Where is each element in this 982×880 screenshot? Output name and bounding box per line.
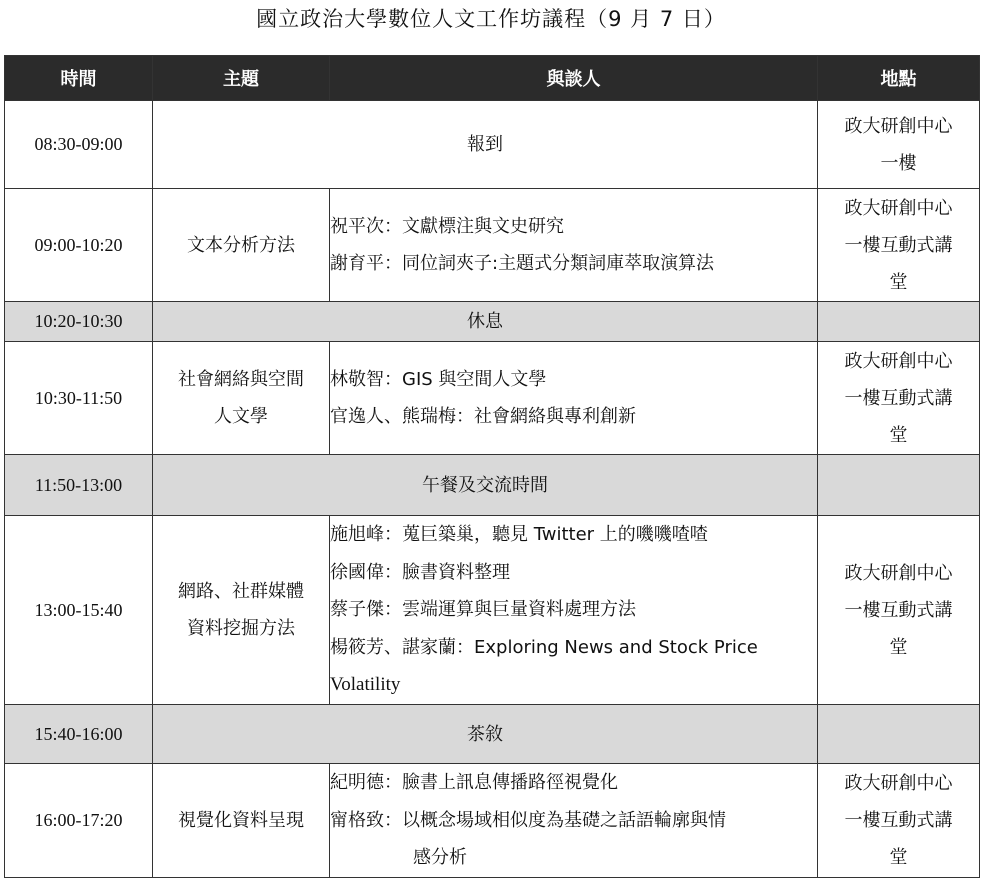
location-cell [818,705,980,764]
time-cell: 09:00-10:20 [5,189,153,302]
table-row [5,455,980,516]
merged-cell: 休息 [153,302,818,342]
topic-line: 人文學 [214,406,268,427]
speaker-line: 施旭峰：蒐巨築巢，聽見 Twitter 上的嘰嘰喳喳 [330,524,708,546]
speaker-line: 紀明德：臉書上訊息傳播路徑視覺化 [330,772,618,794]
speaker-line: 徐國偉：臉書資料整理 [330,561,510,583]
table-row [5,764,980,878]
table-row [5,189,980,302]
topic-line: 資料挖掘方法 [187,618,295,639]
time-cell: 13:00-15:40 [5,516,153,705]
location-line: 政大研創中心 [844,773,953,794]
topic-line: 文本分析方法 [187,234,295,256]
time-cell: 15:40-16:00 [5,705,153,764]
speaker-line: 蔡子傑：雲端運算與巨量資料處理方法 [330,599,636,621]
location-line: 政大研創中心 [844,115,953,137]
table-row [5,342,980,455]
time-cell: 16:00-17:20 [5,764,153,878]
location-line: 一樓互動式講 [844,387,953,409]
header-speakers: 與談人 [330,56,818,101]
table-row [5,705,980,764]
location-line: 一樓互動式講 [844,810,953,831]
speaker-line: 林敬智：GIS 與空間人文學 [330,368,547,390]
location-line: 政大研創中心 [844,197,953,219]
location-line: 一樓互動式講 [844,234,953,256]
speakers-cell [330,189,818,302]
time-cell: 10:30-11:50 [5,342,153,455]
topic-cell [153,516,330,705]
location-cell [818,302,980,342]
location-cell [818,516,980,705]
topic-line: 社會網絡與空間 [178,369,304,390]
location-cell [818,101,980,189]
topic-cell [153,764,330,878]
agenda-table [4,55,980,878]
speakers-cell [330,764,818,878]
location-line: 一樓 [880,152,917,174]
time-cell: 11:50-13:00 [5,455,153,516]
location-line: 堂 [889,636,908,658]
speaker-line: 官逸人、熊瑞梅：社會網絡與專利創新 [330,406,636,427]
merged-cell: 午餐及交流時間 [153,455,818,516]
table-row [5,101,980,189]
topic-line: 網路、社群媒體 [178,581,304,602]
location-line: 堂 [889,271,908,293]
speaker-line: 祝平次：文獻標注與文史研究 [330,215,564,237]
location-line: 一樓互動式講 [844,599,953,621]
time-cell: 08:30-09:00 [5,101,153,189]
speakers-cell [330,516,818,705]
location-cell [818,189,980,302]
topic-cell [153,342,330,455]
speaker-line: 楊筱芳、諶家蘭：Exploring News and Stock Price [330,636,758,658]
header-row [5,56,980,101]
merged-cell: 報到 [153,101,818,189]
speaker-line: 甯格致：以概念場域相似度為基礎之話語輪廓與情 [330,809,726,831]
header-location: 地點 [818,56,980,101]
topic-cell [153,189,330,302]
time-cell: 10:20-10:30 [5,302,153,342]
speakers-cell [330,342,818,455]
location-cell [818,764,980,878]
merged-cell: 茶敘 [153,705,818,764]
table-row [5,302,980,342]
speaker-line: Volatility [330,674,401,696]
topic-line: 視覺化資料呈現 [178,810,304,831]
location-cell [818,342,980,455]
location-line: 堂 [889,847,908,868]
table-row [5,516,980,705]
header-time: 時間 [5,56,153,101]
location-line: 政大研創中心 [844,562,953,584]
location-cell [818,455,980,516]
location-line: 堂 [889,424,908,446]
header-topic: 主題 [153,56,330,101]
location-line: 政大研創中心 [844,350,953,372]
speaker-line: 感分析 [413,847,467,869]
speaker-line: 謝育平：同位詞夾子:主題式分類詞庫萃取演算法 [330,253,715,274]
page-title: 國立政治大學數位人文工作坊議程（9 月 7 日） [256,7,726,31]
